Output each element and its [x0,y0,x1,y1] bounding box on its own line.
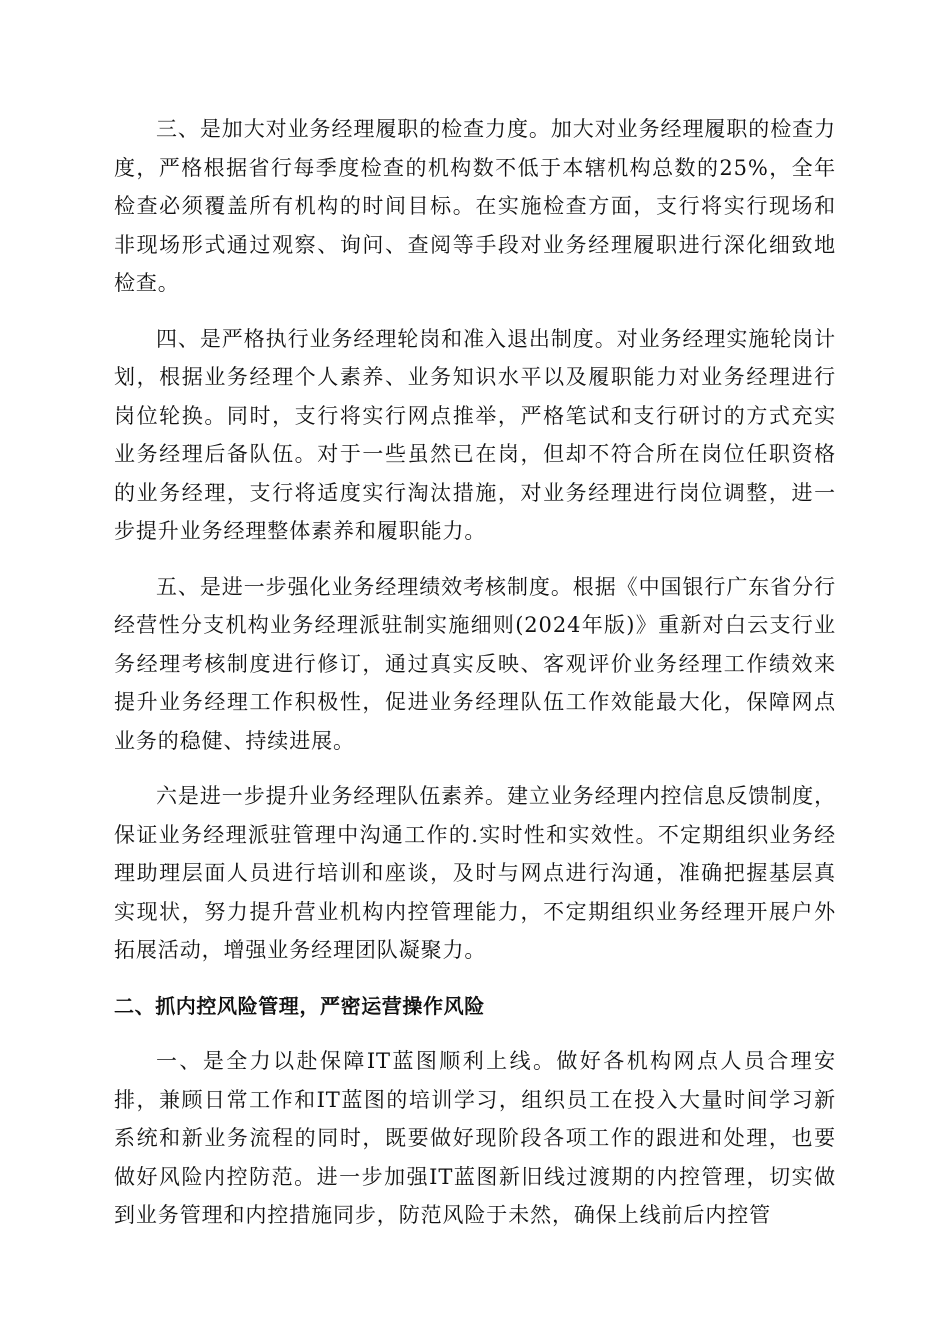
paragraph-four-rotation: 四、是严格执行业务经理轮岗和准入退出制度。对业务经理实施轮岗计划，根据业务经理个人素养、业务知识水平以及履职能力对业务经理进行岗位轮换。同时，支行将实行网点推举，严格笔试和支行研讨的方式充实业务经理后备队伍。对于一些虽然已在岗，但却不符合所在岗位任职资格的业务经理，支行将适度实行淘汰措施，对业务经理进行岗位调整，进一步提升业务经理整体素养和履职能力。 [114,326,836,543]
paragraph-three-inspection: 三、是加大对业务经理履职的检查力度。加大对业务经理履职的检查力度，严格根据省行每季度检查的机构数不低于本辖机构总数的25%，全年检查必须覆盖所有机构的时间目标。在实施检查方面，支行将实行现场和非现场形式通过观察、询问、查阅等手段对业务经理履职进行深化细致地检查。 [114,117,836,295]
paragraph-one-it-blueprint: 一、是全力以赴保障IT蓝图顺利上线。做好各机构网点人员合理安排，兼顾日常工作和IT蓝图的培训学习，组织员工在投入大量时间学习新系统和新业务流程的同时，既要做好现阶段各项工作的跟进和处理，也要做好风险内控防范。进一步加强IT蓝图新旧线过渡期的内控管理，切实做到业务管理和内控措施同步，防范风险于未然，确保上线前后内控管 [114,1049,836,1227]
paragraph-five-performance: 五、是进一步强化业务经理绩效考核制度。根据《中国银行广东省分行经营性分支机构业务经理派驻制实施细则(2024年版)》重新对白云支行业务经理考核制度进行修订，通过真实反映、客观评价业务经理工作绩效来提升业务经理工作积极性，促进业务经理队伍工作效能最大化，保障网点业务的稳健、持续进展。 [114,574,836,753]
document-body [114,110,836,1252]
section-heading: 二、抓内控风险管理，严密运营操作风险 [114,993,485,1018]
paragraph-six-quality: 六是进一步提升业务经理队伍素养。建立业务经理内控信息反馈制度，保证业务经理派驻管理中沟通工作的.实时性和实效性。不定期组织业务经理助理层面人员进行培训和座谈，及时与网点进行沟通，准确把握基层真实现状，努力提升营业机构内控管理能力，不定期组织业务经理开展户外拓展活动，增强业务经理团队凝聚力。 [114,784,836,962]
